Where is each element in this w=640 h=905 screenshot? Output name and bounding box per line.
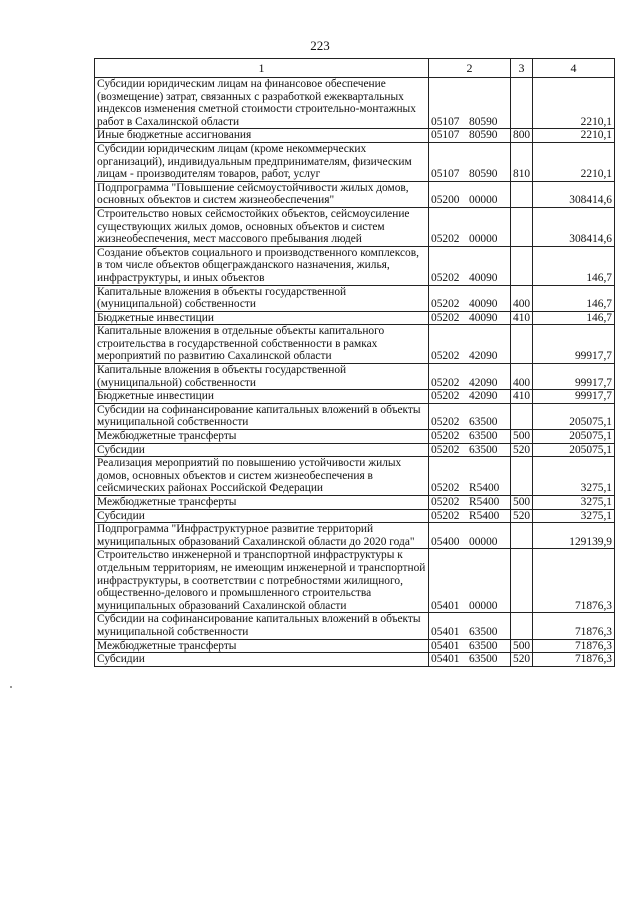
- row-name: Субсидии на софинансирование капитальных вложений в объекты муниципальной собственности: [95, 613, 429, 639]
- column-header-type: 3: [511, 59, 533, 78]
- row-code-direction: 40090: [469, 271, 498, 284]
- row-code-direction: R5400: [469, 509, 500, 522]
- row-sum: 2210,1: [533, 129, 615, 143]
- row-sum: 71876,3: [533, 653, 615, 667]
- row-name: Субсидии юридическим лицам (кроме некоммерческих организаций), индивидуальным предпринимателям, физическим лицам - производителям товаров, работ, услуг: [95, 142, 429, 181]
- table-row: [95, 142, 615, 181]
- row-code-program: 05202: [431, 376, 460, 389]
- row-code: [429, 653, 511, 667]
- row-sum: 2210,1: [533, 142, 615, 181]
- row-code-program: 05202: [431, 496, 460, 508]
- row-code-direction: 63500: [469, 639, 498, 652]
- row-code: [429, 181, 511, 207]
- row-sum: 99917,7: [533, 390, 615, 404]
- row-code: [429, 325, 511, 364]
- row-expense-type: 400: [511, 285, 533, 311]
- row-code-direction: 80590: [469, 168, 498, 181]
- row-sum: 3275,1: [533, 496, 615, 510]
- row-code-program: 05202: [431, 233, 460, 246]
- row-expense-type: [511, 78, 533, 129]
- row-sum: 205075,1: [533, 430, 615, 444]
- row-code: [429, 509, 511, 523]
- row-name: Подпрограмма "Инфраструктурное развитие территорий муниципальных образований Сахалинской области до 2020 года": [95, 523, 429, 549]
- table-row: [95, 403, 615, 429]
- row-code-direction: 00000: [469, 599, 498, 612]
- row-code-program: 05202: [431, 390, 460, 403]
- row-sum: 3275,1: [533, 457, 615, 496]
- row-name: Капитальные вложения в объекты государственной (муниципальной) собственности: [95, 364, 429, 390]
- row-name: Субсидии на софинансирование капитальных вложений в объекты муниципальной собственности: [95, 403, 429, 429]
- row-sum: 71876,3: [533, 639, 615, 653]
- row-code-program: 05400: [431, 535, 460, 548]
- row-expense-type: [511, 325, 533, 364]
- margin-speck: [10, 686, 12, 688]
- row-expense-type: [511, 181, 533, 207]
- row-name: Капитальные вложения в отдельные объекты капитального строительства в государственной собственности в рамках мероприятий по развитию Сахалинской области: [95, 325, 429, 364]
- row-expense-type: [511, 403, 533, 429]
- row-code: [429, 364, 511, 390]
- row-sum: 146,7: [533, 311, 615, 325]
- row-code-direction: 42090: [469, 390, 498, 403]
- row-sum: 71876,3: [533, 549, 615, 613]
- row-code-direction: 40090: [469, 311, 498, 324]
- row-code-direction: 63500: [469, 653, 498, 666]
- table-row: [95, 364, 615, 390]
- table-row: [95, 129, 615, 143]
- row-code-program: 05107: [431, 168, 460, 181]
- row-code-direction: 42090: [469, 376, 498, 389]
- row-expense-type: 500: [511, 639, 533, 653]
- row-name: Межбюджетные трансферты: [95, 430, 429, 444]
- row-sum: 205075,1: [533, 403, 615, 429]
- table-row: [95, 443, 615, 457]
- column-header-sum: 4: [533, 59, 615, 78]
- row-name: Межбюджетные трансферты: [95, 496, 429, 510]
- budget-table: [94, 58, 615, 667]
- row-sum: 308414,6: [533, 207, 615, 246]
- row-expense-type: 810: [511, 142, 533, 181]
- row-code-direction: R5400: [469, 482, 500, 495]
- row-name: Иные бюджетные ассигнования: [95, 129, 429, 143]
- row-sum: 2210,1: [533, 78, 615, 129]
- row-name: Реализация мероприятий по повышению устойчивости жилых домов, основных объектов и систем жизнеобеспечения в сейсмических районах Российской Федерации: [95, 457, 429, 496]
- row-name: Субсидии: [95, 443, 429, 457]
- table-row: [95, 430, 615, 444]
- row-code: [429, 78, 511, 129]
- row-code: [429, 613, 511, 639]
- row-expense-type: [511, 613, 533, 639]
- row-code-program: 05202: [431, 271, 460, 284]
- row-code: [429, 285, 511, 311]
- row-name: Бюджетные инвестиции: [95, 390, 429, 404]
- row-code: [429, 246, 511, 285]
- row-code: [429, 457, 511, 496]
- row-expense-type: [511, 457, 533, 496]
- row-code-program: 05202: [431, 416, 460, 429]
- row-expense-type: 410: [511, 311, 533, 325]
- row-expense-type: [511, 246, 533, 285]
- row-expense-type: 520: [511, 653, 533, 667]
- row-expense-type: 520: [511, 443, 533, 457]
- table-row: [95, 639, 615, 653]
- row-name: Создание объектов социального и производственного комплексов, в том числе объектов общегражданского назначения, жилья, инфраструктуры, и иных объектов: [95, 246, 429, 285]
- row-expense-type: [511, 549, 533, 613]
- row-code: [429, 523, 511, 549]
- row-name: Строительство инженерной и транспортной инфраструктуры к отдельным территориям, не имеющим инженерной и транспортной инфраструктуры, в соответствии с потребностями жилищного, общественно-делового и промышленного строительства муниципальных образований Сахалинской области: [95, 549, 429, 613]
- row-code-program: 05202: [431, 298, 460, 311]
- row-code-direction: 00000: [469, 233, 498, 246]
- table-row: [95, 613, 615, 639]
- row-code-program: 05107: [431, 115, 460, 128]
- row-code-direction: 00000: [469, 535, 498, 548]
- table-row: [95, 457, 615, 496]
- row-code: [429, 207, 511, 246]
- row-expense-type: [511, 207, 533, 246]
- column-header-name: 1: [95, 59, 429, 78]
- row-sum: 99917,7: [533, 325, 615, 364]
- table-row: [95, 523, 615, 549]
- row-expense-type: 400: [511, 364, 533, 390]
- row-code-program: 05401: [431, 599, 460, 612]
- table-row: [95, 325, 615, 364]
- row-expense-type: 500: [511, 496, 533, 510]
- row-code: [429, 496, 511, 510]
- row-sum: 205075,1: [533, 443, 615, 457]
- row-name: Субсидии: [95, 509, 429, 523]
- table-row: [95, 496, 615, 510]
- row-code-program: 05202: [431, 509, 460, 522]
- row-code: [429, 390, 511, 404]
- row-code-direction: R5400: [469, 496, 500, 508]
- row-code: [429, 639, 511, 653]
- row-expense-type: 520: [511, 509, 533, 523]
- row-code-program: 05107: [431, 129, 460, 142]
- row-sum: 71876,3: [533, 613, 615, 639]
- row-expense-type: 800: [511, 129, 533, 143]
- row-code-program: 05401: [431, 653, 460, 666]
- row-code: [429, 142, 511, 181]
- table-row: [95, 549, 615, 613]
- page-number: 223: [310, 38, 330, 53]
- row-name: Субсидии: [95, 653, 429, 667]
- row-code-program: 05401: [431, 639, 460, 652]
- row-code-direction: 00000: [469, 194, 498, 207]
- table-row: [95, 246, 615, 285]
- row-code-program: 05202: [431, 443, 460, 456]
- table-row: [95, 78, 615, 129]
- row-code-program: 05200: [431, 194, 460, 207]
- row-code-direction: 42090: [469, 350, 498, 363]
- row-sum: 129139,9: [533, 523, 615, 549]
- row-code-program: 05202: [431, 350, 460, 363]
- row-name: Бюджетные инвестиции: [95, 311, 429, 325]
- row-code-direction: 40090: [469, 298, 498, 311]
- row-code-program: 05202: [431, 311, 460, 324]
- row-expense-type: 410: [511, 390, 533, 404]
- row-name: Субсидии юридическим лицам на финансовое обеспечение (возмещение) затрат, связанных с разработкой ежеквартальных индексов изменения сметной стоимости строительно-монтажных работ в Сахалинской области: [95, 78, 429, 129]
- row-code: [429, 403, 511, 429]
- row-sum: 308414,6: [533, 181, 615, 207]
- row-sum: 146,7: [533, 246, 615, 285]
- row-code: [429, 311, 511, 325]
- row-code: [429, 430, 511, 444]
- row-name: Подпрограмма "Повышение сейсмоустойчивости жилых домов, основных объектов и систем жизнеобеспечения": [95, 181, 429, 207]
- row-code-program: 05202: [431, 430, 460, 443]
- row-code-direction: 80590: [469, 115, 498, 128]
- table-row: [95, 653, 615, 667]
- row-sum: 146,7: [533, 285, 615, 311]
- row-sum: 3275,1: [533, 509, 615, 523]
- row-code-direction: 63500: [469, 625, 498, 638]
- row-name: Строительство новых сейсмостойких объектов, сейсмоусиление существующих жилых домов, основных объектов и систем жизнеобеспечения, мест массового пребывания людей: [95, 207, 429, 246]
- row-code-direction: 63500: [469, 430, 498, 443]
- row-sum: 99917,7: [533, 364, 615, 390]
- row-code-program: 05401: [431, 625, 460, 638]
- table-header-row: [95, 59, 615, 78]
- row-code: [429, 129, 511, 143]
- row-code-direction: 63500: [469, 416, 498, 429]
- column-header-code: 2: [429, 59, 511, 78]
- row-name: Межбюджетные трансферты: [95, 639, 429, 653]
- table-row: [95, 285, 615, 311]
- table-row: [95, 181, 615, 207]
- row-code-direction: 63500: [469, 443, 498, 456]
- row-expense-type: 500: [511, 430, 533, 444]
- table-row: [95, 207, 615, 246]
- table-row: [95, 509, 615, 523]
- row-code-program: 05202: [431, 482, 460, 495]
- table-row: [95, 390, 615, 404]
- table-row: [95, 311, 615, 325]
- row-expense-type: [511, 523, 533, 549]
- row-name: Капитальные вложения в объекты государственной (муниципальной) собственности: [95, 285, 429, 311]
- row-code: [429, 443, 511, 457]
- row-code-direction: 80590: [469, 129, 498, 142]
- row-code: [429, 549, 511, 613]
